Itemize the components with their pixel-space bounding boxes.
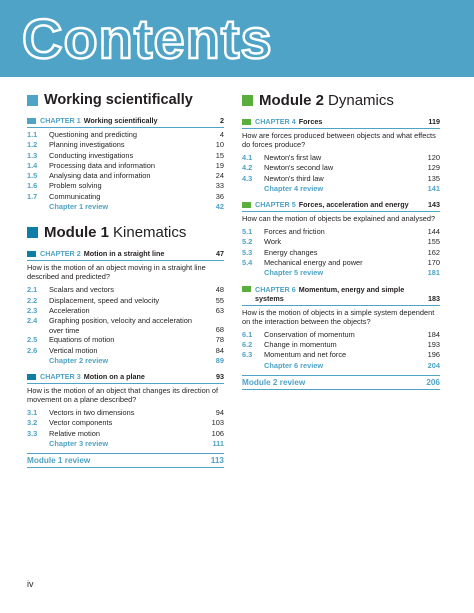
chapter-2-row[interactable]: [27, 249, 224, 258]
entry-page: 68: [215, 324, 224, 334]
entry-title: Problem solving: [49, 181, 102, 191]
chapter-square-icon: [242, 119, 251, 125]
toc-entry[interactable]: [242, 248, 440, 258]
divider: [27, 127, 224, 128]
entry-page: 55: [215, 295, 224, 305]
toc-entry[interactable]: [27, 306, 224, 316]
chapter-title: Forces: [298, 117, 323, 126]
entry-number: 2.1: [27, 285, 38, 295]
toc-entry[interactable]: [27, 418, 224, 428]
chapter-tag: CHAPTER 1: [40, 116, 81, 125]
toc-entry[interactable]: [242, 153, 440, 163]
module-2-heading: [242, 92, 440, 109]
chapter-tag: CHAPTER 3: [40, 372, 81, 382]
entry-title: Vectors in two dimensions: [49, 408, 135, 418]
entry-page: 84: [215, 345, 224, 355]
module-square-icon: [242, 95, 253, 106]
entry-page: 129: [427, 163, 440, 173]
entry-number: 3.2: [27, 418, 38, 428]
chapter-page: 183: [428, 293, 440, 303]
chapter-page: 143: [428, 200, 440, 210]
entry-page: 10: [215, 140, 224, 150]
entry-title: Mechanical energy and power: [264, 258, 363, 268]
toc-entry[interactable]: [27, 181, 224, 191]
entry-title: Questioning and predicting: [49, 130, 137, 139]
entry-page: 120: [427, 153, 440, 162]
toc-entry[interactable]: [242, 330, 440, 340]
divider: [27, 383, 224, 384]
entry-title: Processing data and information: [49, 160, 155, 170]
entry-page: 33: [215, 181, 224, 191]
module-1-prefix: Module 1: [44, 224, 110, 242]
toc-entry[interactable]: [242, 163, 440, 173]
entry-number: 5.1: [242, 227, 253, 237]
chapter-4-review[interactable]: Chapter 4 review 141: [264, 183, 440, 193]
entry-title: Newton's first law: [264, 153, 322, 162]
toc-entry[interactable]: [27, 316, 224, 335]
toc-entry[interactable]: [27, 408, 224, 418]
chapter-3-entries: [27, 408, 224, 439]
chapter-tag: CHAPTER 4: [255, 117, 296, 126]
right-column: [242, 92, 440, 390]
toc-entry[interactable]: [242, 237, 440, 247]
chapter-6-entries: [242, 330, 440, 361]
chapter-1-review[interactable]: Chapter 1 review 42: [49, 202, 224, 212]
working-title: Working scientifically: [44, 92, 193, 108]
chapter-title: Motion on a plane: [83, 372, 145, 382]
entry-number: 2.3: [27, 305, 38, 315]
entry-number: 6.3: [242, 350, 253, 360]
entry-title: Graphing position, velocity and acceleration over time: [49, 316, 192, 335]
entry-number: 1.7: [27, 191, 38, 201]
entry-number: 5.2: [242, 237, 253, 247]
entry-title: Conducting investigations: [49, 150, 134, 160]
entry-title: Scalars and vectors: [49, 285, 114, 295]
entry-title: Momentum and net force: [264, 350, 347, 360]
chapter-title: Forces, acceleration and energy: [298, 200, 409, 210]
chapter-question: How is the motion of an object that changes its direction of movement on a plane described?: [27, 386, 219, 405]
toc-entry[interactable]: [242, 258, 440, 268]
entry-title: Analysing data and information: [49, 171, 151, 181]
divider: [27, 260, 224, 261]
toc-entry[interactable]: [242, 350, 440, 360]
entry-page: 94: [215, 408, 224, 418]
chapter-2-review[interactable]: Chapter 2 review 89: [49, 355, 224, 365]
chapter-square-icon: [27, 374, 36, 380]
entry-page: 106: [211, 428, 224, 438]
entry-page: 24: [215, 171, 224, 181]
divider: [242, 128, 440, 129]
module-2-name: Dynamics: [328, 92, 394, 109]
entry-title: Conservation of momentum: [264, 329, 355, 339]
entry-page: 63: [215, 305, 224, 315]
chapter-5-review[interactable]: Chapter 5 review 181: [264, 268, 440, 278]
chapter-4-entries: [242, 153, 440, 184]
entry-page: 162: [427, 247, 440, 257]
chapter-question: How is the motion of objects in a simple system dependent on the interaction between the objects?: [242, 307, 435, 326]
module-1-heading: [27, 224, 224, 241]
toc-entry[interactable]: [27, 285, 224, 295]
chapter-tag: CHAPTER 5: [255, 200, 296, 210]
entry-page: 193: [427, 339, 440, 349]
chapter-title: Momentum, energy and simple systems: [255, 284, 405, 303]
toc-entry[interactable]: [27, 161, 224, 171]
entry-number: 4.3: [242, 173, 253, 183]
entry-page: 135: [427, 173, 440, 183]
chapter-square-icon: [242, 286, 251, 292]
chapter-page: 47: [216, 249, 224, 259]
entry-number: 2.5: [27, 335, 38, 345]
toc-entry[interactable]: [27, 151, 224, 161]
section-square-icon: [27, 95, 38, 106]
toc-entry[interactable]: [27, 171, 224, 181]
entry-page: 144: [427, 227, 440, 237]
entry-number: 1.3: [27, 150, 38, 160]
entry-page: 48: [215, 285, 224, 295]
entry-page: 170: [427, 258, 440, 268]
entry-number: 2.2: [27, 295, 38, 305]
entry-title: Newton's second law: [264, 163, 334, 173]
toc-entry[interactable]: [27, 130, 224, 140]
toc-entry[interactable]: [27, 192, 224, 202]
entry-page: 36: [215, 191, 224, 201]
entry-page: 184: [427, 329, 440, 339]
entry-number: 1.2: [27, 140, 38, 150]
chapter-square-icon: [27, 118, 36, 124]
chapter-4-row[interactable]: [242, 117, 440, 126]
entry-number: 2.4: [27, 316, 38, 326]
chapter-page: 93: [216, 372, 224, 382]
entry-title: Relative motion: [49, 428, 100, 438]
entry-title: Energy changes: [264, 247, 318, 257]
left-column: [27, 92, 224, 468]
entry-number: 1.4: [27, 160, 38, 170]
entry-page: 103: [211, 418, 224, 428]
entry-title: Communicating: [49, 191, 101, 201]
toc-entry[interactable]: [242, 340, 440, 350]
toc-entry[interactable]: [242, 174, 440, 184]
entry-title: Equations of motion: [49, 335, 115, 345]
entry-page: 196: [427, 350, 440, 360]
entry-number: 4.1: [242, 153, 253, 162]
entry-title: Vector components: [49, 418, 113, 428]
chapter-page: 119: [428, 117, 440, 126]
chapter-6-review[interactable]: Chapter 6 review 204: [264, 360, 440, 370]
entry-title: Change in momentum: [264, 339, 337, 349]
chapter-5-row[interactable]: [242, 200, 440, 209]
chapter-question: How can the motion of objects be explained and analysed?: [242, 214, 436, 224]
entry-title: Acceleration: [49, 305, 90, 315]
page-number: iv: [27, 579, 34, 589]
entry-number: 2.6: [27, 345, 38, 355]
module-2-prefix: Module 2: [259, 92, 325, 109]
entry-number: 3.3: [27, 428, 38, 438]
entry-number: 4.2: [242, 163, 253, 173]
toc-entry[interactable]: [27, 335, 224, 345]
entry-number: 1.5: [27, 171, 38, 181]
chapter-2-entries: [27, 285, 224, 355]
chapter-page: 2: [220, 116, 224, 125]
entry-page: 19: [215, 160, 224, 170]
entry-title: Newton's third law: [264, 173, 324, 183]
chapter-tag: CHAPTER 6: [255, 284, 296, 294]
entry-title: Vertical motion: [49, 345, 98, 355]
toc-entry[interactable]: [27, 296, 224, 306]
entry-title: Forces and friction: [264, 227, 325, 237]
module-1-name: Kinematics: [113, 224, 187, 242]
toc-entry[interactable]: [27, 140, 224, 150]
chapter-square-icon: [242, 202, 251, 208]
entry-title: Displacement, speed and velocity: [49, 295, 160, 305]
toc-entry[interactable]: [27, 346, 224, 356]
chapter-5-entries: [242, 227, 440, 268]
entry-number: 5.4: [242, 258, 253, 268]
entry-title: Work: [264, 237, 282, 247]
page-title: Contents: [22, 7, 273, 70]
entry-number: 1.1: [27, 130, 38, 139]
working-scientifically-heading: [27, 92, 224, 108]
entry-page: 155: [427, 237, 440, 247]
module-2-review[interactable]: Module 2 review 206: [242, 375, 440, 390]
toc-entry[interactable]: [242, 227, 440, 237]
chapter-square-icon: [27, 251, 36, 257]
chapter-3-row[interactable]: [27, 372, 224, 381]
entry-page: 15: [215, 150, 224, 160]
divider: [242, 305, 440, 306]
chapter-tag: CHAPTER 2: [40, 249, 81, 259]
chapter-3-review[interactable]: Chapter 3 review 111: [49, 439, 224, 449]
entry-number: 6.1: [242, 329, 253, 339]
chapter-question: How are forces produced between objects and what effects do forces produce?: [242, 131, 436, 149]
entry-number: 5.3: [242, 247, 253, 257]
entry-page: 4: [219, 130, 224, 139]
entry-number: 6.2: [242, 339, 253, 349]
entry-page: 78: [215, 335, 224, 345]
chapter-6-row[interactable]: [242, 285, 440, 303]
module-1-review[interactable]: Module 1 review 113: [27, 453, 224, 468]
chapter-title: Motion in a straight line: [83, 249, 165, 259]
chapter-1-row[interactable]: [27, 116, 224, 125]
contents-banner: [0, 0, 474, 77]
chapter-title: Working scientifically: [83, 116, 158, 125]
entry-number: 1.6: [27, 181, 38, 191]
divider: [242, 211, 440, 212]
chapter-1-entries: [27, 130, 224, 202]
toc-entry[interactable]: [27, 429, 224, 439]
entry-title: Planning investigations: [49, 140, 125, 150]
module-square-icon: [27, 227, 38, 238]
entry-number: 3.1: [27, 408, 38, 418]
chapter-question: How is the motion of an object moving in a straight line described and predicted?: [27, 263, 206, 282]
